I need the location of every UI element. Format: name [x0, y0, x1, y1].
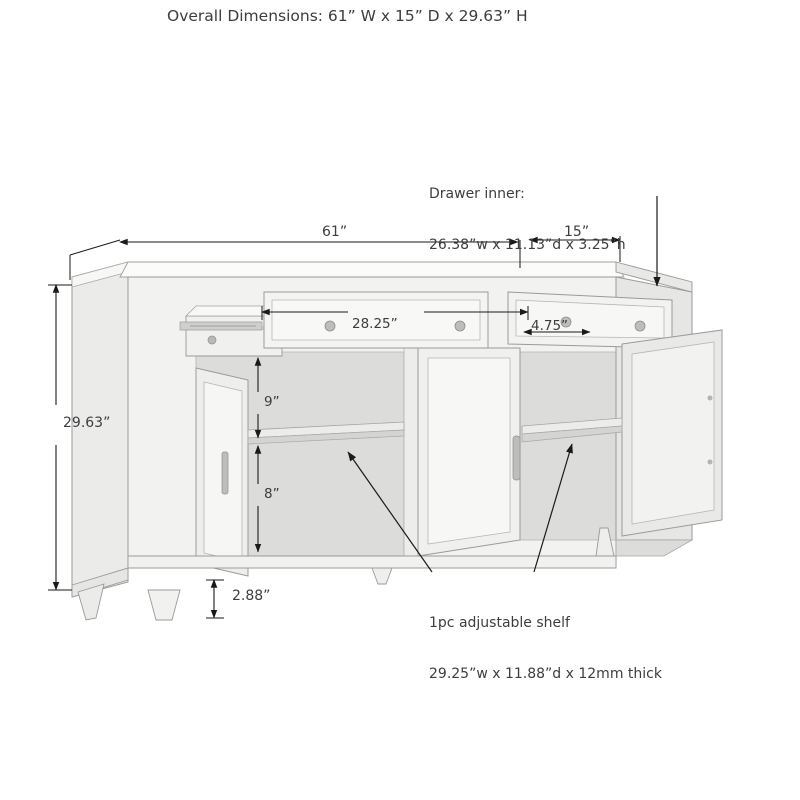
label-leg-height-2-88: 2.88”: [232, 588, 271, 604]
shelf-note-line-2: 29.25”w x 11.88”d x 12mm thick: [429, 666, 662, 683]
label-shelf-gap-8: 8”: [264, 486, 280, 502]
dimension-leg-2-88: [206, 580, 224, 618]
label-drawer-width-28-25: 28.25”: [352, 316, 398, 332]
dimension-height-29-63: [48, 285, 72, 590]
door-center: [418, 348, 520, 556]
drawer-inner-line-1: Drawer inner:: [429, 186, 525, 203]
drawer-slide-hardware: [180, 322, 262, 330]
label-shelf-gap-9: 9”: [264, 394, 280, 410]
label-width-61: 61”: [322, 224, 348, 240]
shelf-note-line-1: 1pc adjustable shelf: [429, 615, 570, 632]
label-drawer-side-4-75: 4.75”: [531, 318, 569, 334]
label-depth-15: 15”: [564, 224, 590, 240]
drawer-inner-line-2: 26.38”w x 11.13”d x 3.25”h: [429, 237, 626, 254]
drawer-inner-annotation: [429, 152, 626, 289]
adjustable-shelf-annotation: [429, 581, 662, 718]
door-right-open: [622, 330, 722, 536]
label-height-29-63: 29.63”: [63, 415, 111, 431]
door-left-open: [196, 368, 248, 576]
overall-dimensions-title: Overall Dimensions: 61” W x 15” D x 29.63” H: [167, 7, 528, 25]
